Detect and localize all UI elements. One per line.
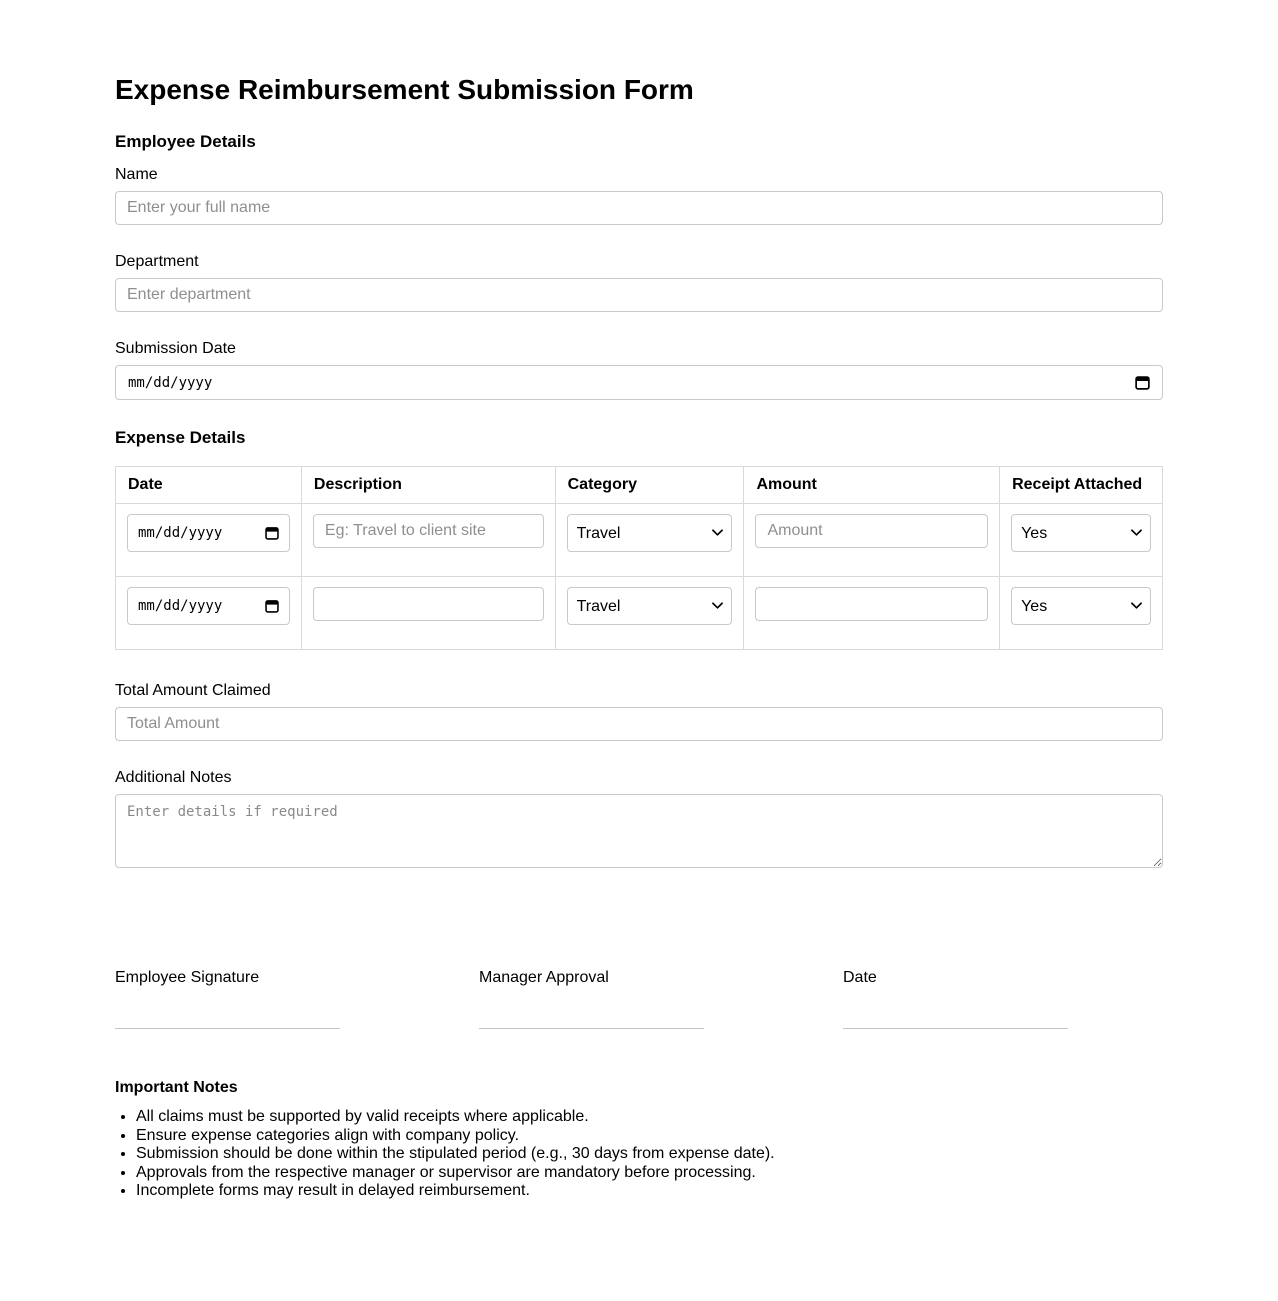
expense-receipt-select-1[interactable] (1011, 514, 1151, 552)
employee-details-heading: Employee Details (115, 132, 256, 151)
submission-date-label: Submission Date (115, 340, 236, 357)
calendar-icon[interactable] (265, 599, 279, 613)
signature-date-block (843, 969, 1163, 1029)
date-placeholder-text: mm/dd/yyyy (138, 525, 223, 541)
expense-table (115, 466, 1163, 650)
signature-date-label: Date (843, 969, 877, 986)
expense-row-1 (116, 504, 1163, 577)
expense-amount-input-1[interactable] (755, 514, 988, 548)
additional-notes-label: Additional Notes (115, 769, 232, 786)
expense-date-input-1[interactable] (127, 514, 290, 552)
name-input[interactable] (115, 191, 1163, 225)
expense-form-page (115, 0, 1163, 1301)
expense-category-select-2[interactable] (567, 587, 733, 625)
important-notes-section (115, 1079, 1163, 1201)
department-input[interactable] (115, 278, 1163, 312)
important-notes-heading: Important Notes (115, 1079, 238, 1096)
column-header-description: Description (301, 467, 555, 504)
employee-signature-block (115, 969, 435, 1029)
column-header-amount: Amount (744, 467, 1000, 504)
expense-receipt-select-2[interactable] (1011, 587, 1151, 625)
important-note-item: • Ensure expense categories align with company policy. (136, 1127, 1163, 1146)
expense-table-header-row (116, 467, 1163, 504)
expense-date-input-2[interactable] (127, 587, 290, 625)
expense-category-select-1[interactable] (567, 514, 733, 552)
expense-amount-input-2[interactable] (755, 587, 988, 621)
signature-section (115, 969, 1163, 1029)
column-header-category: Category (555, 467, 744, 504)
expense-description-input-2[interactable] (313, 587, 544, 621)
total-amount-label: Total Amount Claimed (115, 682, 271, 699)
department-field (115, 253, 1163, 312)
employee-signature-label: Employee Signature (115, 969, 260, 986)
manager-approval-line (479, 1028, 704, 1029)
expense-details-heading: Expense Details (115, 428, 246, 447)
expense-row-2 (116, 577, 1163, 650)
name-field (115, 166, 1163, 225)
name-label: Name (115, 166, 158, 183)
calendar-icon[interactable] (1135, 375, 1150, 390)
calendar-icon[interactable] (265, 526, 279, 540)
submission-date-field (115, 340, 1163, 400)
important-note-item: • Incomplete forms may result in delayed reimbursement. (136, 1182, 1163, 1201)
column-header-receipt: Receipt Attached (1000, 467, 1163, 504)
employee-signature-line (115, 1028, 340, 1029)
important-notes-list (115, 1108, 1163, 1201)
manager-approval-block (479, 969, 799, 1029)
additional-notes-field (115, 769, 1163, 873)
page-title: Expense Reimbursement Submission Form (115, 74, 694, 105)
date-placeholder-text: mm/dd/yyyy (128, 374, 213, 391)
submission-date-input[interactable] (115, 365, 1163, 400)
total-amount-input[interactable] (115, 707, 1163, 741)
manager-approval-label: Manager Approval (479, 969, 609, 986)
column-header-date: Date (116, 467, 302, 504)
additional-notes-textarea[interactable] (115, 794, 1163, 868)
date-placeholder-text: mm/dd/yyyy (138, 598, 223, 614)
important-note-item: • Approvals from the respective manager or supervisor are mandatory before processing. (136, 1164, 1163, 1183)
department-label: Department (115, 253, 199, 270)
expense-description-input-1[interactable] (313, 514, 544, 548)
signature-date-line (843, 1028, 1068, 1029)
important-note-item: • Submission should be done within the stipulated period (e.g., 30 days from expense date). (136, 1145, 1163, 1164)
important-note-item: • All claims must be supported by valid receipts where applicable. (136, 1108, 1163, 1127)
total-amount-field (115, 682, 1163, 741)
